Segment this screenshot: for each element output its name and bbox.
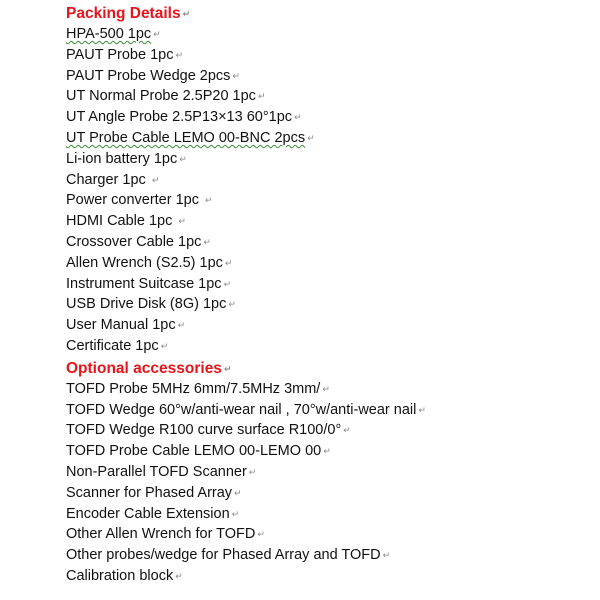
paragraph-mark-icon: ↵ xyxy=(224,257,233,268)
paragraph-mark-icon: ↵ xyxy=(257,91,266,102)
list-item: Power converter 1pc ↵ xyxy=(66,192,213,209)
paragraph-mark-icon: ↵ xyxy=(223,363,232,374)
paragraph-mark-icon: ↵ xyxy=(257,529,265,540)
list-item: PAUT Probe Wedge 2pcs ↵ xyxy=(66,67,240,84)
list-item: User Manual 1pc ↵ xyxy=(66,317,186,334)
list-item: USB Drive Disk (8G) 1pc ↵ xyxy=(66,296,236,313)
packing-list xyxy=(66,24,600,357)
list-item: Non-Parallel TOFD Scanner ↵ xyxy=(66,463,257,480)
list-item: UT Probe Cable LEMO 00-BNC 2pcs ↵ xyxy=(66,129,315,146)
list-item: Calibration block ↵ xyxy=(66,567,183,584)
paragraph-mark-icon: ↵ xyxy=(294,112,302,123)
list-item: TOFD Probe Cable LEMO 00-LEMO 00 ↵ xyxy=(66,443,331,460)
list-item: UT Normal Probe 2.5P20 1pc ↵ xyxy=(66,88,266,105)
paragraph-mark-icon: ↵ xyxy=(175,570,183,581)
paragraph-mark-icon: ↵ xyxy=(205,195,213,206)
paragraph-mark-icon: ↵ xyxy=(343,425,351,436)
paragraph-mark-icon: ↵ xyxy=(179,153,187,164)
paragraph-mark-icon: ↵ xyxy=(228,299,236,310)
list-item: Other Allen Wrench for TOFD ↵ xyxy=(66,526,265,543)
paragraph-mark-icon: ↵ xyxy=(322,383,330,394)
list-item: Li-ion battery 1pc ↵ xyxy=(66,150,187,167)
optional-accessories-list xyxy=(66,379,600,587)
list-item: TOFD Wedge R100 curve surface R100/0° ↵ xyxy=(66,422,351,439)
paragraph-mark-icon: ↵ xyxy=(178,216,186,227)
list-item: HDMI Cable 1pc ↵ xyxy=(66,213,186,230)
list-item: HPA-500 1pc ↵ xyxy=(66,26,161,42)
list-item: Crossover Cable 1pc ↵ xyxy=(66,233,211,250)
paragraph-mark-icon: ↵ xyxy=(151,174,160,185)
paragraph-mark-icon: ↵ xyxy=(232,70,240,81)
list-item: Allen Wrench (S2.5) 1pc ↵ xyxy=(66,254,233,271)
paragraph-mark-icon: ↵ xyxy=(248,466,257,477)
list-item: TOFD Wedge 60°w/anti-wear nail , 70°w/anti-wear nail ↵ xyxy=(66,401,426,418)
paragraph-mark-icon: ↵ xyxy=(160,340,169,351)
packing-details-heading: Packing Details ↵ xyxy=(66,5,191,22)
list-item: Charger 1pc ↵ xyxy=(66,171,160,188)
paragraph-mark-icon: ↵ xyxy=(307,132,315,143)
paragraph-mark-icon: ↵ xyxy=(182,9,191,19)
paragraph-mark-icon: ↵ xyxy=(153,29,161,39)
list-item: Other probes/wedge for Phased Array and TOFD ↵ xyxy=(66,547,391,564)
paragraph-mark-icon: ↵ xyxy=(418,404,426,415)
paragraph-mark-icon: ↵ xyxy=(203,236,211,247)
optional-accessories-heading: Optional accessories ↵ xyxy=(66,359,232,377)
paragraph-mark-icon: ↵ xyxy=(234,487,242,498)
paragraph-mark-icon: ↵ xyxy=(323,446,331,457)
list-item: Encoder Cable Extension ↵ xyxy=(66,505,240,522)
list-item: TOFD Probe 5MHz 6mm/7.5MHz 3mm/ ↵ xyxy=(66,380,330,397)
list-item: Instrument Suitcase 1pc ↵ xyxy=(66,275,232,292)
paragraph-mark-icon: ↵ xyxy=(223,278,232,289)
list-item: Scanner for Phased Array ↵ xyxy=(66,484,242,501)
list-item: UT Angle Probe 2.5P13×13 60°1pc ↵ xyxy=(66,109,302,126)
paragraph-mark-icon: ↵ xyxy=(382,550,391,561)
paragraph-mark-icon: ↵ xyxy=(177,320,186,331)
list-item: Certificate 1pc ↵ xyxy=(66,337,169,354)
list-item: PAUT Probe 1pc ↵ xyxy=(66,46,184,63)
paragraph-mark-icon: ↵ xyxy=(175,49,184,60)
paragraph-mark-icon: ↵ xyxy=(231,508,240,519)
